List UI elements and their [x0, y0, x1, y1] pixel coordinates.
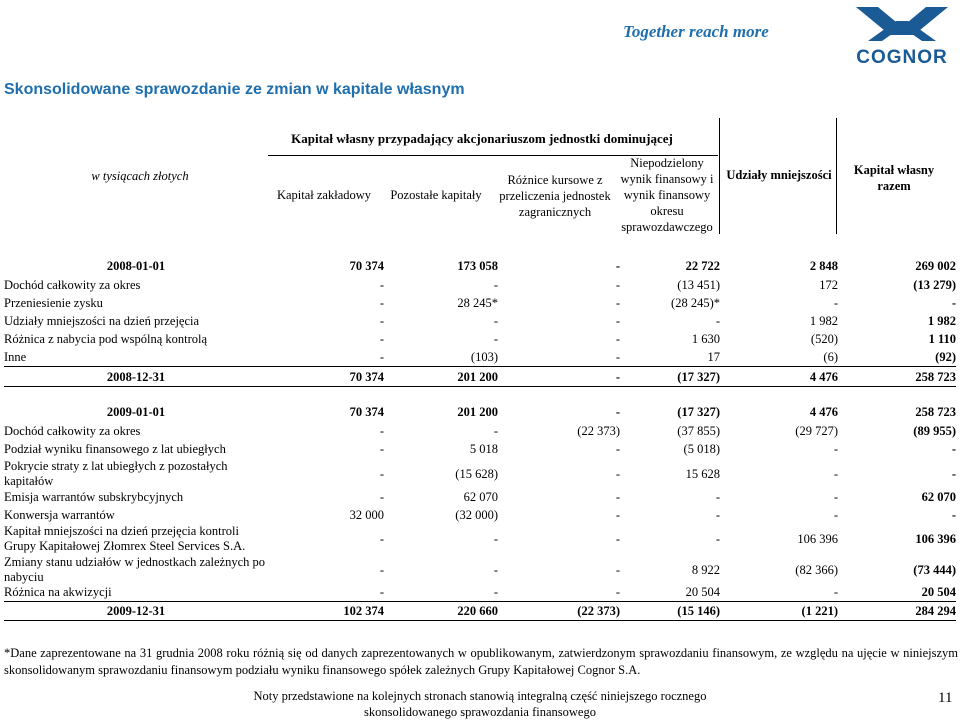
subtotal-rule — [4, 366, 956, 367]
header-divider-1 — [719, 118, 720, 234]
unit-label: w tysiącach złotych — [91, 169, 189, 183]
total-rule — [4, 620, 956, 621]
col-header-fx-differences: Różnice kursowe z przeliczenia jednostek zagranicznych — [499, 173, 611, 219]
col-header-retained-earnings: Niepodzielony wynik finansowy i wynik finansowy okresu sprawozdawczego — [620, 156, 714, 234]
col-header-other-capital: Pozostałe kapitały — [390, 188, 482, 202]
footnote: *Dane zaprezentowane na 31 grudnia 2008 roku różnią się od danych zaprezentowanych w opublikowanym, zatwierdzonym sprawozdaniu finansowym, ze względu na ujęcie w niniejszym skonsolidowanym sprawozdaniu finansowym podziału wyniku finansowego spółek zależnych Grupy Kapitałowej Cognor S.A. — [4, 646, 958, 677]
table-row: Zmiany stanu udziałów w jednostkach zależnych po nabyciu - - - 8 922 (82 366) (73 444) — [4, 555, 956, 584]
subtotal-rule — [4, 601, 956, 602]
table-row: Pokrycie straty z lat ubiegłych z pozostałych kapitałów - (15 628) - 15 628 - - — [4, 459, 956, 488]
col-header-total-equity: Kapitał własny razem — [853, 163, 935, 193]
col-header-minority-interests: Udziały mniejszości — [726, 168, 832, 182]
page-number: 11 — [938, 690, 953, 706]
col-header-share-capital: Kapitał zakładowy — [276, 188, 372, 202]
header-divider-2 — [836, 118, 837, 234]
tagline: Together reach more — [623, 22, 769, 41]
page-note: Noty przedstawione na kolejnych stronach stanowią integralną część niniejszego rocznego skonsolidowanego sprawozdania finansowego — [253, 689, 707, 719]
total-rule — [4, 386, 956, 387]
group-header: Kapitał własny przypadający akcjonariuszom jednostki dominującej — [291, 131, 673, 146]
table-row: Kapitał mniejszości na dzień przejęcia kontroli Grupy Kapitałowej Złomrex Steel Services S.A. - - - - 106 396 106 396 — [4, 524, 956, 553]
page-title: Skonsolidowane sprawozdanie ze zmian w kapitale własnym — [4, 81, 465, 98]
cognor-logo — [848, 5, 956, 67]
logo-wordmark: COGNOR — [856, 47, 948, 67]
